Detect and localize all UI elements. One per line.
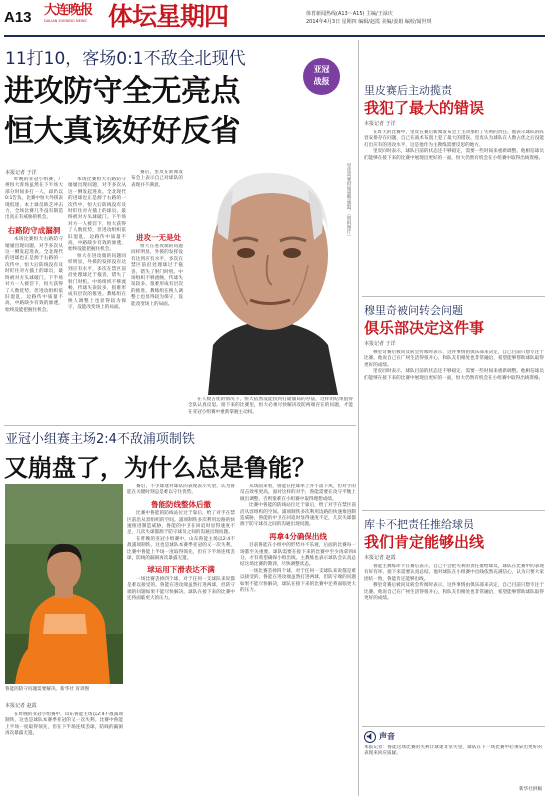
lippi-para-1: 在昨天的比赛中，里皮在赛后新闻发布会上主动承担了失利的责任。他表示球队的阵容安排存在问题，自己在战术布置上犯了最大的错误。里皮认为球队在人数占优之后没能打出应有的进攻水平，这是他作为主教练需要反思的地方。 xyxy=(364,130,544,148)
cuca-para-1: 鲁能主教练库卡在赛后表示，自己不会把失利的责任推给球员，球队在比赛中的表现有好有坏，接下来需要认真总结。他对球队在小组赛中出线依然充满信心，认为只要大家团结一致，鲁能肯定能够出线。 xyxy=(364,564,544,582)
coach-photo xyxy=(188,155,353,395)
page-number: A13 xyxy=(4,9,32,26)
main-col3-intro: 赛后，里皮在新闻发布会上表示自己对球队的表现并不满意。 xyxy=(131,170,183,188)
main-col-1 xyxy=(5,177,63,417)
main-col-2 xyxy=(68,177,126,417)
logo-text: 大连晚报 xyxy=(44,3,93,18)
luneng-subhead-1: 鲁能防线整体后撤 xyxy=(151,499,211,509)
badge-line-2: 战报 xyxy=(313,77,330,86)
muriqui-body xyxy=(364,350,544,470)
luneng-col-2 xyxy=(127,484,235,798)
lippi-para-2: 里皮同时表示，球队目前的状态还不够稳定，需要一些时间来重新调整。他相信球员们能够在接下来的比赛中展现出更好的一面，恒大仍然有机会在小组赛中取得出线资格。 xyxy=(364,149,544,161)
date-line: 2014年4月3日 星期四 编辑/赵霞 美编/姜娟 编校/闻世琪 xyxy=(306,19,432,25)
main-col1b-para: 本场比赛恒大右路防守屡屡出现问题，对手多次从这一侧发起进攻。全北现代的进球也正是源于右路的一次传中，恒大后防线没有及时盯住对方插上的球员，最终被对方头球破门。下半场对方一人被罚下，恒大获得了人数优势，但进攻组织依旧混乱，边路传中质量不高，中路缺少有效的渗透，始终没能把握住机会。 xyxy=(5,237,63,313)
luneng-col-3 xyxy=(240,484,356,798)
right-column-divider xyxy=(358,40,359,796)
luneng-headline: 又崩盘了，为什么总是鲁能？ xyxy=(4,454,316,482)
cuca-para-2: 穆里奇赛后被问及转会传闻时表示，这件事情由俱乐部来决定，自己目前只想专注于比赛。他说自己在广州生活得很开心，和队友们相处也非常融洽，希望能够帮助球队取得更好的成绩。 xyxy=(364,583,544,602)
lippi-headline: 我犯了最大的错误 xyxy=(364,99,485,117)
luneng-col2c-para: 一场比赛丢掉四个球，对于任何一支球队来说都是难以接受的。鲁能在进攻端虽然打进两球，但防守端的问题如果不能尽快解决，球队在接下来的比赛中还将面临更大的压力。 xyxy=(127,576,235,602)
main-subhead-2: 进攻一无是处 xyxy=(136,233,181,242)
masthead-rule xyxy=(4,35,545,37)
muriqui-byline: 本报记者 于洋 xyxy=(364,341,396,347)
main-col2-para: 本场比赛恒大右路防守屡屡出现问题，对手多次从这一侧发起进攻。全北现代的进球也正是源于右路的一次传中，恒大后防线没有及时盯住对方插上的球员，最终被对方头球破门。下半场对方一人被罚下，恒大获得了人数优势，但进攻组织依旧混乱，边路传中质量不高，中路缺少有效的渗透，始终没能把握住机会。 xyxy=(68,177,126,253)
luneng-byline: 本报记者 赵霞 xyxy=(5,703,37,709)
main-subhead-1: 右路防守成漏洞 xyxy=(7,225,61,235)
voice-body: 本报记者：鲁能这场比赛的失利让球迷非常失望，球队在下一场比赛中必须拿出更好的表现来回应质疑。 xyxy=(364,745,542,757)
luneng-kicker: 亚冠小组赛主场2:4不敌浦项制铁 xyxy=(5,432,195,447)
voice-icon xyxy=(364,731,376,743)
main-col-4 xyxy=(188,397,353,421)
luneng-col2b-para: 比赛中鲁能的防线站位过于靠后，给了对手在禁区前沿从容组织的空间。浦项制铁多次利用边路的快速推进制造威胁，鲁能的中卫在回追时显得速度不足，几次失球都源于防守球员之间的沟通出现问题。 xyxy=(127,511,235,536)
coach-photo-caption: 里皮需要时间重整旗鼓。（资料图片） xyxy=(346,163,351,239)
main-col-3b xyxy=(131,244,183,419)
right-divider-2 xyxy=(362,510,545,511)
main-col-3 xyxy=(131,170,183,230)
cuca-kicker: 库卡不把责任推给球员 xyxy=(364,518,474,531)
voice-label: 声音 xyxy=(379,732,395,741)
luneng-col3-para: 从场面来看，鲁能在控球率上并不落下风，但对手的反击效率更高。面对这样的对手，鲁能需要在攻守平衡上做出调整，否则很难在小组赛中取得理想成绩。 xyxy=(240,484,356,502)
right-divider-1 xyxy=(362,296,545,297)
luneng-col3b-para: 目前鲁能在小组中的形势并不乐观，后面的比赛每一场都至关重要。球队需要在接下来的比赛中至少再拿到4分，才有希望确保小组出线。主教练也表示球队会认真总结这场比赛的教训，尽快调整状态。 xyxy=(240,543,356,568)
main-col1-para: 昨晚的亚冠小组赛，广州恒大客场虽然在下半场大部分时间多打一人，却仍以0:1告负。比赛中恒大外援表现低迷，本土球员缺乏冲击力，全场比赛几乎没有制造出真正有威胁的机会。 xyxy=(5,177,63,221)
lippi-kicker: 里皮赛后主动揽责 xyxy=(364,84,452,97)
luneng-col1-para: 在昨晚的亚冠小组赛中，山东鲁能主场以2:4不敌浦项制铁，这也是球队本赛季亚冠的又一次失利。比赛中鲁能上半场一度取得领先，但在下半场连续丢球，防线的漏洞再次暴露无遗。 xyxy=(5,712,123,737)
main-kicker: 11打10，客场0:1不敌全北现代 xyxy=(5,49,246,69)
newspaper-logo xyxy=(44,2,104,32)
muriqui-para-2: 里皮同时表示，球队目前的状态还不够稳定，需要一些时间来重新调整。他相信球员们能够在接下来的比赛中展现出更好的一面，恒大仍然有机会在小组赛中取得出线资格。 xyxy=(364,369,544,381)
section-divider xyxy=(4,425,356,426)
luneng-col3-para-2: 比赛中鲁能的防线站位过于靠后，给了对手在禁区前沿从容组织的空间。浦项制铁多次利用边路的快速推进制造威胁，鲁能的中卫在回追时显得速度不足，几次失球都源于防守球员之间的沟通出现问题。 xyxy=(240,503,356,528)
lippi-body xyxy=(364,130,544,280)
muriqui-headline: 俱乐部决定这件事 xyxy=(364,319,485,337)
player-photo-caption: 鲁能的防守问题需要解决。新华社 育训图 xyxy=(5,687,90,692)
luneng-col2b-para-2: 在昨晚的亚冠小组赛中，山东鲁能主场以2:4不敌浦项制铁，这也是球队本赛季亚冠的又一次失利。比赛中鲁能上半场一度取得领先，但在下半场连续丢球，防线的漏洞再次暴露无遗。 xyxy=(127,536,235,562)
badge-line-1: 亚冠 xyxy=(313,65,330,74)
muriqui-para-1: 穆里奇赛后被问及转会传闻时表示，这件事情由俱乐部来决定，自己目前只想专注于比赛。他说自己在广州生活得很开心，和队友们相处也非常融洽，希望能够帮助球队取得更好的成绩。 xyxy=(364,350,544,368)
luneng-subhead-2: 球运用下滑表达不满 xyxy=(147,565,215,575)
luneng-subhead-3: 再拿4分确保出线 xyxy=(269,531,327,541)
battle-report-badge xyxy=(303,58,340,95)
muriqui-kicker: 穆里奇被问转会问题 xyxy=(364,304,463,317)
cuca-headline: 我们肯定能够出线 xyxy=(364,533,485,551)
main-col2-para-b: 恒大在进攻端的问题同样明显，外援的发挥没有达到应有水平，多次在禁区前沿处理球过于拖沓，错失了射门时机。中场组织不够流畅，传球失误较多，很难形成有层次的推进。教练组在换人调整上也显得较为保守，没能改变场上的局面。 xyxy=(68,253,126,311)
cuca-body xyxy=(364,564,544,714)
luneng-col3b-para-2: 一场比赛丢掉四个球，对于任何一支球队来说都是难以接受的。鲁能在进攻端虽然打进两球，但防守端的问题如果不能尽快解决，球队在接下来的比赛中还将面临更大的压力。 xyxy=(240,568,356,594)
main-headline-1: 进攻防守全无亮点 xyxy=(4,74,240,109)
section-title: 体坛星期四 xyxy=(108,2,229,31)
main-col3-para: 恒大在进攻端的问题同样明显，外援的发挥没有达到应有水平，多次在禁区前沿处理球过于拖沓，错失了射门时机。中场组织不够流畅，传球失误较多，很难形成有层次的推进。教练组在换人调整上也显得较为保守，没能改变场上的局面。 xyxy=(131,244,183,307)
hotline-info: 体育新闻热线(A13～A15) 主编/王禄庆 xyxy=(306,11,393,17)
player-photo-illustration xyxy=(5,484,123,684)
main-col4-para: 在人数占优的情况下，恒大依然没能找到打破僵局的办法，这样的结果值得全队认真反思。接下来的比赛里，恒大必须尽快解决攻防两端存在的问题，才能在亚冠小组赛中重新掌握主动权。 xyxy=(188,397,353,415)
logo-subtext: DALIAN EVENING NEWS xyxy=(44,19,87,23)
main-byline: 本报记者 于洋 xyxy=(5,170,37,176)
player-photo xyxy=(5,484,123,684)
cuca-byline: 本报记者 赵霞 xyxy=(364,555,396,561)
luneng-col-1 xyxy=(5,712,123,797)
voice-credit: 新华社供稿 xyxy=(519,787,542,792)
lippi-byline: 本报记者 于洋 xyxy=(364,121,396,127)
luneng-col2-para: 赛后，不少球迷对球队的表现表示失望，认为鲁能在关键时刻总是难以守住优势。 xyxy=(127,484,235,496)
coach-portrait-illustration xyxy=(188,155,353,395)
main-headline-2: 恒大真该好好反省 xyxy=(4,114,240,149)
voice-box xyxy=(362,726,545,796)
